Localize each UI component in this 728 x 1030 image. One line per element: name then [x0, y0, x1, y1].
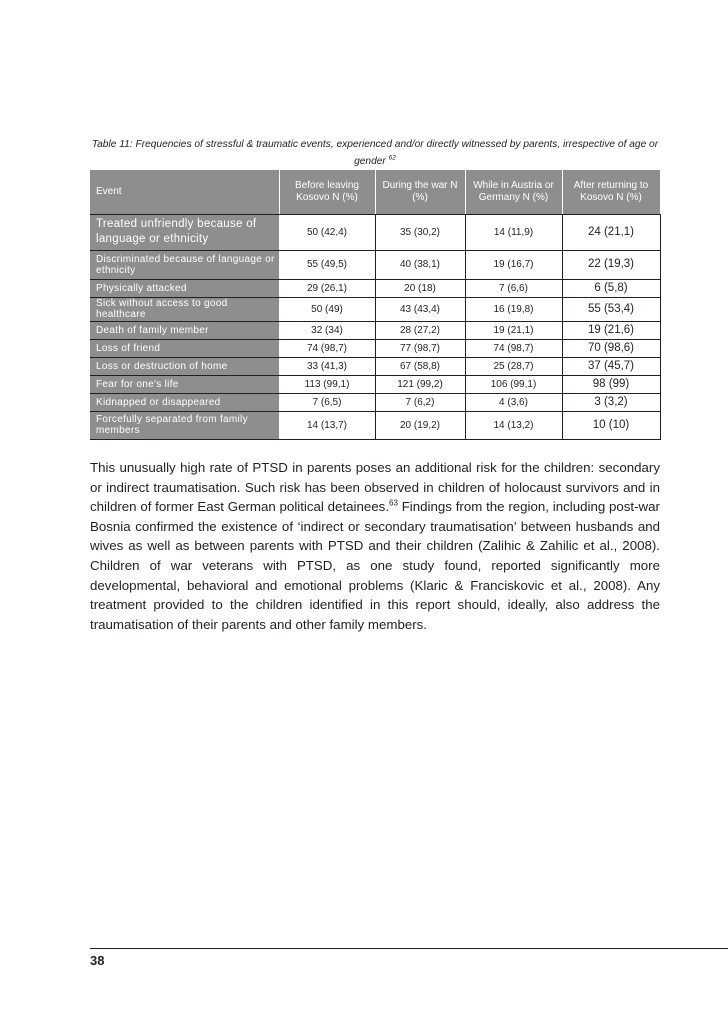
footer-divider — [90, 948, 728, 949]
after-cell: 3 (3,2) — [562, 393, 660, 411]
table-row — [90, 250, 660, 279]
before-cell: 50 (49) — [279, 297, 375, 321]
while-cell: 19 (21,1) — [465, 321, 562, 339]
after-cell: 98 (99) — [562, 375, 660, 393]
event-cell: Physically attacked — [90, 279, 279, 297]
while-cell: 19 (16,7) — [465, 250, 562, 279]
after-cell: 22 (19,3) — [562, 250, 660, 279]
while-cell: 16 (19,8) — [465, 297, 562, 321]
table-row — [90, 375, 660, 393]
body-text-part-2: Findings from the region, including post-war Bosnia confirmed the existence of ‘indirect or secondary traumatisation’ between husbands and wives as well as between parents with PTSD and their children (Zalihic & Zahilic et al., 2008). Children of war veterans with PTSD, as one study found, reported significantly more developmental, behavioral and emotional problems (Klaric & Franciskovic et al., 2008). Any treatment provided to the children identified in this report should, ideally, also address the traumatisation of their parents and other family members. — [90, 499, 660, 632]
after-cell: 55 (53,4) — [562, 297, 660, 321]
page-number: 38 — [90, 953, 105, 968]
column-header-before-leaving: Before leaving Kosovo N (%) — [279, 170, 375, 214]
during-cell: 40 (38,1) — [375, 250, 465, 279]
event-cell: Loss of friend — [90, 339, 279, 357]
while-cell: 4 (3,6) — [465, 393, 562, 411]
table-row — [90, 297, 660, 321]
before-cell: 29 (26,1) — [279, 279, 375, 297]
table-caption — [90, 136, 660, 170]
after-cell: 24 (21,1) — [562, 214, 660, 250]
while-cell: 14 (13,2) — [465, 411, 562, 439]
before-cell: 7 (6,5) — [279, 393, 375, 411]
after-cell: 6 (5,8) — [562, 279, 660, 297]
table-row — [90, 279, 660, 297]
table-row — [90, 214, 660, 250]
table-row — [90, 321, 660, 339]
table-row — [90, 411, 660, 439]
table-header-row — [90, 170, 660, 214]
after-cell: 10 (10) — [562, 411, 660, 439]
after-cell: 37 (45,7) — [562, 357, 660, 375]
event-cell: Death of family member — [90, 321, 279, 339]
event-cell: Treated unfriendly because of language or ethnicity — [90, 214, 279, 250]
during-cell: 20 (19,2) — [375, 411, 465, 439]
event-cell: Forcefully separated from family members — [90, 411, 279, 439]
before-cell: 33 (41,3) — [279, 357, 375, 375]
while-cell: 25 (28,7) — [465, 357, 562, 375]
during-cell: 77 (98,7) — [375, 339, 465, 357]
during-cell: 20 (18) — [375, 279, 465, 297]
event-cell: Fear for one's life — [90, 375, 279, 393]
event-cell: Discriminated because of language or ethnicity — [90, 250, 279, 279]
table-row — [90, 357, 660, 375]
column-header-after-returning: After returning to Kosovo N (%) — [562, 170, 660, 214]
table-row — [90, 339, 660, 357]
during-cell: 35 (30,2) — [375, 214, 465, 250]
column-header-during-war: During the war N (%) — [375, 170, 465, 214]
during-cell: 43 (43,4) — [375, 297, 465, 321]
column-header-event: Event — [90, 170, 279, 214]
event-cell: Kidnapped or disappeared — [90, 393, 279, 411]
before-cell: 32 (34) — [279, 321, 375, 339]
events-table — [90, 170, 661, 440]
while-cell: 7 (6,6) — [465, 279, 562, 297]
event-cell: Loss or destruction of home — [90, 357, 279, 375]
table-row — [90, 393, 660, 411]
body-text-part-1: This unusually high rate of PTSD in parents poses an additional risk for the children: secondary or indirect traumatisation. Such risk has been observed in children of holocaust survivors and in children of former East German political detainees. — [90, 460, 660, 515]
event-cell: Sick without access to good healthcare — [90, 297, 279, 321]
column-header-austria-germany: While in Austria or Germany N (%) — [465, 170, 562, 214]
while-cell: 14 (11,9) — [465, 214, 562, 250]
during-cell: 7 (6,2) — [375, 393, 465, 411]
after-cell: 19 (21,6) — [562, 321, 660, 339]
after-cell: 70 (98,6) — [562, 339, 660, 357]
during-cell: 121 (99,2) — [375, 375, 465, 393]
caption-text: Table 11: Frequencies of stressful & traumatic events, experienced and/or directly witnessed by parents, irrespective of age or gender — [91, 139, 659, 167]
before-cell: 74 (98,7) — [279, 339, 375, 357]
body-paragraph — [90, 458, 660, 634]
while-cell: 74 (98,7) — [465, 339, 562, 357]
while-cell: 106 (99,1) — [465, 375, 562, 393]
before-cell: 50 (42,4) — [279, 214, 375, 250]
during-cell: 28 (27,2) — [375, 321, 465, 339]
before-cell: 113 (99,1) — [279, 375, 375, 393]
before-cell: 55 (49,5) — [279, 250, 375, 279]
during-cell: 67 (58,8) — [375, 357, 465, 375]
caption-footnote-ref: 62 — [388, 154, 396, 162]
before-cell: 14 (13,7) — [279, 411, 375, 439]
body-footnote-ref: 63 — [389, 498, 398, 508]
